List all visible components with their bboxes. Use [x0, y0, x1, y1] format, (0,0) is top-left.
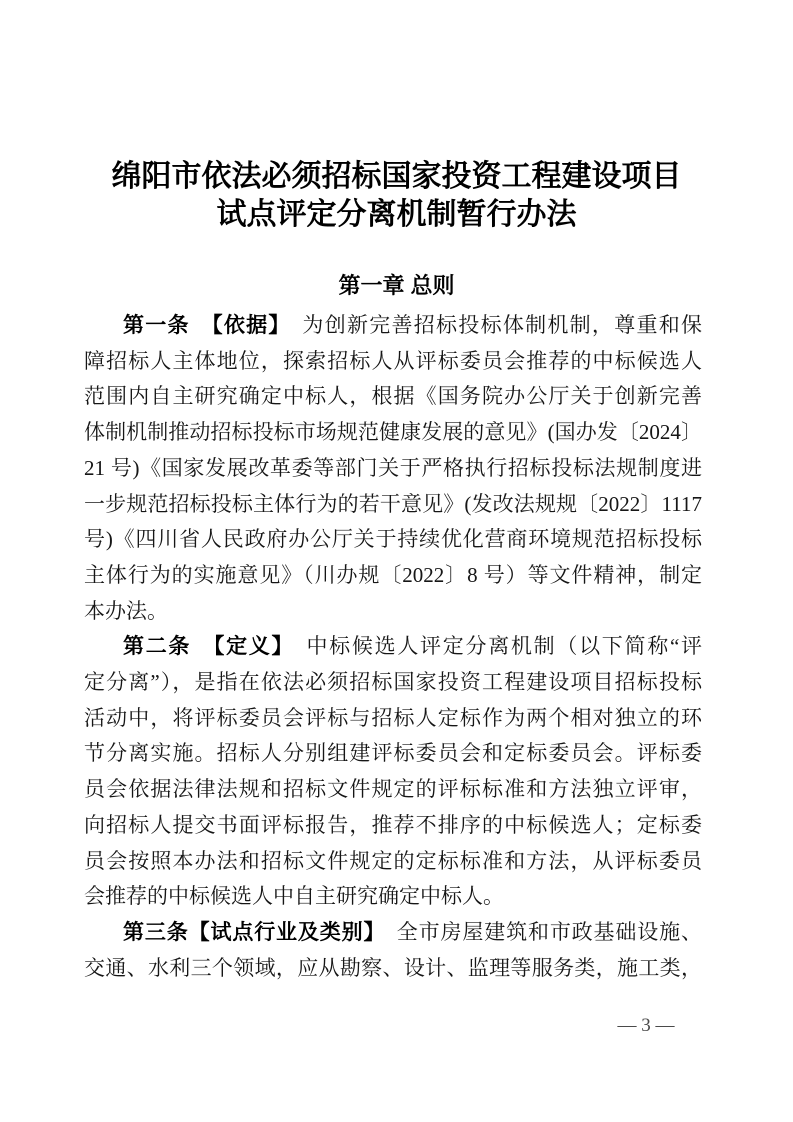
body-text-segment: 会推荐的中标候选人中自主研究确定中标人。 [84, 884, 504, 909]
body-text-segment: 员会依据法律法规和招标文件规定的评标标准和方法独立评审， [84, 777, 702, 802]
paragraph [84, 915, 702, 986]
body-text-segment: 中标候选人评定分离机制（以下简称“评 [283, 634, 702, 659]
body-line [84, 415, 702, 451]
document-title [0, 158, 793, 234]
body-line [84, 808, 702, 844]
body-line [84, 344, 702, 380]
body-text-segment: 全市房屋建筑和市政基础设施、 [374, 919, 703, 944]
body-line [84, 951, 702, 987]
document-body [84, 308, 702, 986]
body-text-segment: 21 号)《国家发展改革委等部门关于严格执行招标投标法规制度进 [84, 455, 702, 480]
body-line [84, 844, 702, 880]
body-text-segment: 员会按照本办法和招标文件规定的定标标准和方法，从评标委员 [84, 848, 702, 873]
body-text-segment: 体制机制推动招标投标市场规范健康发展的意见》(国办发〔2024〕 [84, 420, 702, 445]
body-text-segment: 主体行为的实施意见》（川办规〔2022〕8 号）等文件精神，制定 [84, 562, 702, 587]
body-line [84, 736, 702, 772]
body-line [84, 594, 702, 630]
body-text-segment: 节分离实施。招标人分别组建评标委员会和定标委员会。评标委 [84, 741, 702, 766]
body-text-segment: 为创新完善招标投标体制机制，尊重和保 [280, 313, 703, 337]
body-line [84, 558, 702, 594]
body-line [84, 379, 702, 415]
body-line [84, 451, 702, 487]
body-text-segment: 范围内自主研究确定中标人，根据《国务院办公厅关于创新完善 [84, 384, 702, 409]
chapter-heading: 第一章 总则 [338, 273, 455, 298]
body-line [84, 879, 702, 915]
article-lead: 第三条【试点行业及类别】 [123, 920, 375, 944]
body-text-segment: 交通、水利三个领域，应从勘察、设计、监理等服务类，施工类， [84, 955, 702, 980]
paragraph [84, 308, 702, 629]
body-text-segment: 活动中，将评标委员会评标与招标人定标作为两个相对独立的环 [84, 705, 702, 730]
article-lead: 第二条 【定义】 [123, 635, 284, 659]
body-line [84, 701, 702, 737]
page-number: — 3 — [617, 1015, 675, 1036]
body-line [84, 772, 702, 808]
body-line [84, 308, 702, 344]
body-text-segment: 定分离”），是指在依法必须招标国家投资工程建设项目招标投标 [84, 670, 702, 695]
article-lead: 第一条 【依据】 [123, 314, 281, 337]
body-text-segment: 一步规范招标投标主体行为的若干意见》(发改法规规〔2022〕1117 [84, 491, 702, 516]
document-title-line-1: 绵阳市依法必须招标国家投资工程建设项目 [111, 160, 682, 193]
body-text-segment: 向招标人提交书面评标报告，推荐不排序的中标候选人；定标委 [84, 812, 702, 837]
body-line [84, 665, 702, 701]
document-title-line-2: 试点评定分离机制暂行办法 [216, 198, 577, 231]
body-text-segment: 本办法。 [84, 598, 168, 623]
body-text-segment: 号)《四川省人民政府办公厅关于持续优化营商环境规范招标投标 [84, 527, 702, 552]
body-text-segment: 障招标人主体地位，探索招标人从评标委员会推荐的中标候选人 [84, 348, 702, 373]
body-line [84, 487, 702, 523]
body-line [84, 629, 702, 665]
body-line [84, 915, 702, 951]
body-line [84, 522, 702, 558]
paragraph [84, 629, 702, 915]
